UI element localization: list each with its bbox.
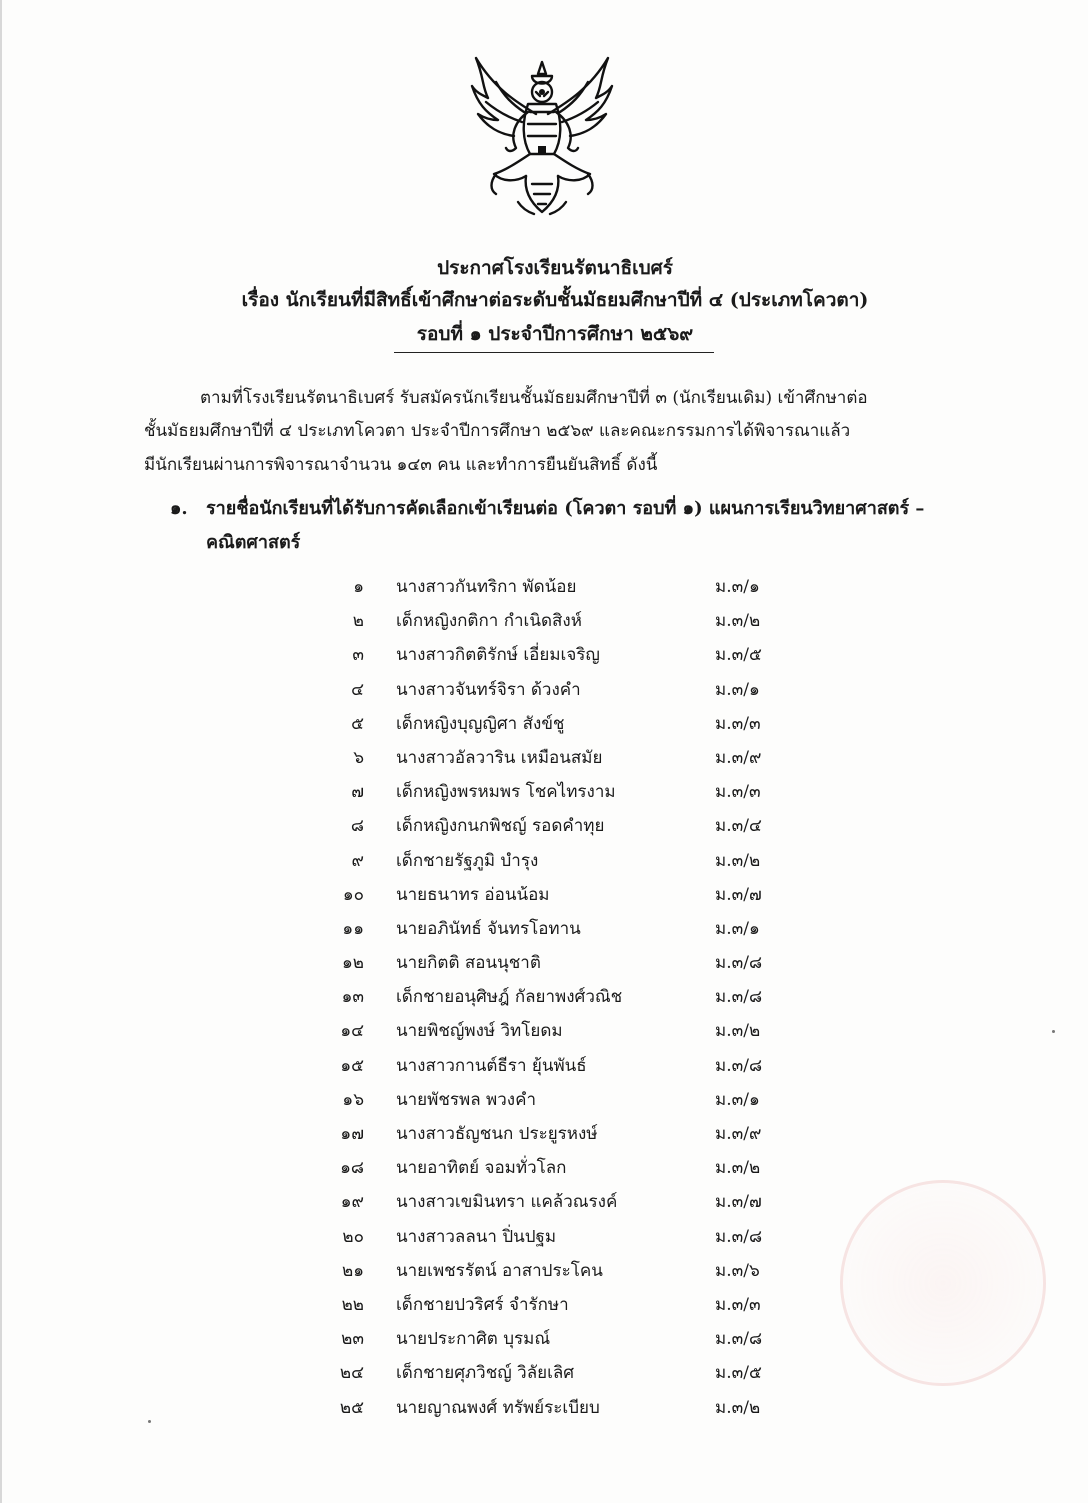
scan-speck xyxy=(1052,1030,1055,1033)
header-underline xyxy=(394,352,714,353)
student-number: ๑๐ xyxy=(342,884,364,905)
student-class: ม.๓/๒ xyxy=(715,611,761,632)
student-class: ม.๓/๒ xyxy=(715,1397,761,1418)
student-number: ๖ xyxy=(353,747,364,768)
student-class: ม.๓/๘ xyxy=(715,1226,763,1247)
student-number: ๒ xyxy=(352,611,364,632)
table-row xyxy=(0,912,1088,946)
student-name: นางสาวเขมินทรา แคล้วณรงค์ xyxy=(396,1192,618,1213)
student-class: ม.๓/๑ xyxy=(715,1089,760,1110)
student-class: ม.๓/๘ xyxy=(715,987,763,1008)
student-name: นางสาวกานต์ธีรา ยุ้นพันธ์ xyxy=(396,1055,587,1076)
student-number: ๑๔ xyxy=(340,1021,364,1042)
student-class: ม.๓/๘ xyxy=(715,1055,763,1076)
student-name: นางสาวจันทร์จิรา ด้วงคำ xyxy=(396,679,581,700)
table-row xyxy=(0,673,1088,707)
student-class: ม.๓/๓ xyxy=(715,1294,761,1315)
student-name: นางสาวธัญชนก ประยูรหงษ์ xyxy=(396,1124,598,1144)
intro-line-1: ตามที่โรงเรียนรัตนาธิเบศร์ รับสมัครนักเรียนชั้นมัธยมศึกษาปีที่ ๓ (นักเรียนเดิม) เข้าศึกษาต่อ xyxy=(200,388,868,408)
student-number: ๒๓ xyxy=(341,1329,364,1350)
section-title-line-2: คณิตศาสตร์ xyxy=(206,532,301,553)
student-class: ม.๓/๑ xyxy=(715,918,760,939)
student-class: ม.๓/๒ xyxy=(715,850,761,871)
student-number: ๑ xyxy=(353,577,364,597)
table-row xyxy=(0,1151,1088,1185)
table-row xyxy=(0,1083,1088,1117)
student-class: ม.๓/๒ xyxy=(715,1158,761,1179)
student-class: ม.๓/๑ xyxy=(715,679,760,700)
student-number: ๔ xyxy=(351,679,364,700)
student-number: ๘ xyxy=(350,816,364,837)
student-name: เด็กชายศุภวิชญ์ วิลัยเลิศ xyxy=(396,1363,575,1384)
student-class: ม.๓/๑ xyxy=(715,577,760,597)
student-name: นางสาวลลนา ปิ่นปฐม xyxy=(396,1226,557,1247)
student-number: ๙ xyxy=(351,850,364,871)
student-name: เด็กหญิงกติกา กำเนิดสิงห์ xyxy=(396,611,582,632)
student-class: ม.๓/๓ xyxy=(715,782,761,803)
student-number: ๒๑ xyxy=(342,1260,364,1281)
announcement-subject: เรื่อง นักเรียนที่มีสิทธิ์เข้าศึกษาต่อระดับชั้นมัธยมศึกษาปีที่ ๔ (ประเภทโควตา) xyxy=(241,289,869,311)
table-row xyxy=(0,638,1088,672)
student-name: เด็กชายปวริศร์ จำรักษา xyxy=(396,1294,569,1315)
student-name: เด็กชายรัฐภูมิ บำรุง xyxy=(396,850,539,871)
student-number: ๒๕ xyxy=(339,1397,364,1418)
table-row xyxy=(0,707,1088,741)
table-row xyxy=(0,1117,1088,1151)
student-number: ๒๐ xyxy=(342,1226,364,1247)
student-name: เด็กชายอนุศิษฎ์ กัลยาพงศ์วณิช xyxy=(396,987,623,1008)
student-number: ๗ xyxy=(351,782,364,803)
student-class: ม.๓/๗ xyxy=(715,884,762,905)
student-class: ม.๓/๘ xyxy=(715,953,763,974)
student-name: นายอาทิตย์ จอมทั่วโลก xyxy=(396,1158,567,1179)
student-name: นายกิตติ สอนนุชาติ xyxy=(396,953,541,974)
student-number: ๑๕ xyxy=(340,1055,364,1076)
student-name: นายธนาทร อ่อนน้อม xyxy=(396,884,550,905)
student-number: ๒๒ xyxy=(341,1294,364,1315)
student-class: ม.๓/๕ xyxy=(715,645,762,666)
table-row xyxy=(0,775,1088,809)
table-row xyxy=(0,980,1088,1014)
student-number: ๒๔ xyxy=(339,1363,364,1384)
announcement-title: ประกาศโรงเรียนรัตนาธิเบศร์ xyxy=(437,257,673,279)
student-class: ม.๓/๕ xyxy=(715,1363,762,1384)
student-class: ม.๓/๘ xyxy=(715,1329,763,1350)
table-row xyxy=(0,1049,1088,1083)
faded-red-stamp-icon xyxy=(840,1180,1046,1386)
student-class: ม.๓/๔ xyxy=(715,816,762,837)
student-name: นางสาวกิตติรักษ์ เอี่ยมเจริญ xyxy=(396,645,600,666)
garuda-emblem-icon xyxy=(466,52,618,220)
student-class: ม.๓/๒ xyxy=(715,1021,761,1042)
student-number: ๑๓ xyxy=(341,987,364,1008)
student-name: นายประกาศิต บุรมณ์ xyxy=(396,1329,551,1350)
student-name: เด็กหญิงกนกพิชญ์ รอดคำทุย xyxy=(396,816,605,837)
table-row xyxy=(0,604,1088,638)
table-row xyxy=(0,741,1088,775)
student-name: นายญาณพงศ์ ทรัพย์ระเบียบ xyxy=(396,1397,600,1418)
intro-line-2: ชั้นมัธยมศึกษาปีที่ ๔ ประเภทโควตา ประจำปีการศึกษา ๒๕๖๙ และคณะกรรมการได้พิจารณาแล้ว xyxy=(144,421,851,441)
student-name: นายพัชรพล พวงคำ xyxy=(396,1089,537,1110)
table-row xyxy=(0,844,1088,878)
table-row xyxy=(0,946,1088,980)
student-class: ม.๓/๖ xyxy=(715,1260,760,1281)
section-title-line-1: รายชื่อนักเรียนที่ได้รับการคัดเลือกเข้าเรียนต่อ (โควตา รอบที่ ๑) แผนการเรียนวิทยาศาสตร์ – xyxy=(206,498,925,519)
student-number: ๑๙ xyxy=(340,1192,364,1213)
student-name: นางสาวกันทริกา พัดน้อย xyxy=(396,577,577,597)
student-name: นายเพชรรัตน์ อาสาประโคน xyxy=(396,1260,603,1281)
section-number: ๑. xyxy=(170,498,188,519)
student-name: เด็กหญิงบุญญิศา สังข์ชู xyxy=(396,713,565,734)
announcement-round: รอบที่ ๑ ประจำปีการศึกษา ๒๕๖๙ xyxy=(416,323,694,345)
student-number: ๓ xyxy=(352,645,364,666)
table-row xyxy=(0,1391,1088,1425)
table-row xyxy=(0,878,1088,912)
student-class: ม.๓/๙ xyxy=(715,1124,762,1144)
student-number: ๕ xyxy=(351,713,364,734)
intro-line-3: มีนักเรียนผ่านการพิจารณาจำนวน ๑๔๓ คน และทำการยืนยันสิทธิ์ ดังนี้ xyxy=(144,455,658,475)
student-number: ๑๒ xyxy=(342,953,364,974)
student-name: เด็กหญิงพรหมพร โชคไทรงาม xyxy=(396,782,616,803)
student-number: ๑๘ xyxy=(340,1158,364,1179)
student-class: ม.๓/๓ xyxy=(715,713,761,734)
student-number: ๑๖ xyxy=(342,1089,364,1110)
student-class: ม.๓/๙ xyxy=(715,747,762,768)
student-name: นายอภินัทธ์ จันทรโอทาน xyxy=(396,918,581,939)
student-name: นางสาวอัลวาริน เหมือนสมัย xyxy=(396,747,603,768)
table-row xyxy=(0,1014,1088,1048)
student-name: นายพิชญ์พงษ์ วิทโยดม xyxy=(396,1021,563,1042)
student-class: ม.๓/๗ xyxy=(715,1192,762,1213)
student-number: ๑๗ xyxy=(340,1124,364,1144)
table-row xyxy=(0,809,1088,843)
student-number: ๑๑ xyxy=(342,918,364,939)
table-row xyxy=(0,570,1088,604)
scan-speck xyxy=(148,1420,151,1423)
